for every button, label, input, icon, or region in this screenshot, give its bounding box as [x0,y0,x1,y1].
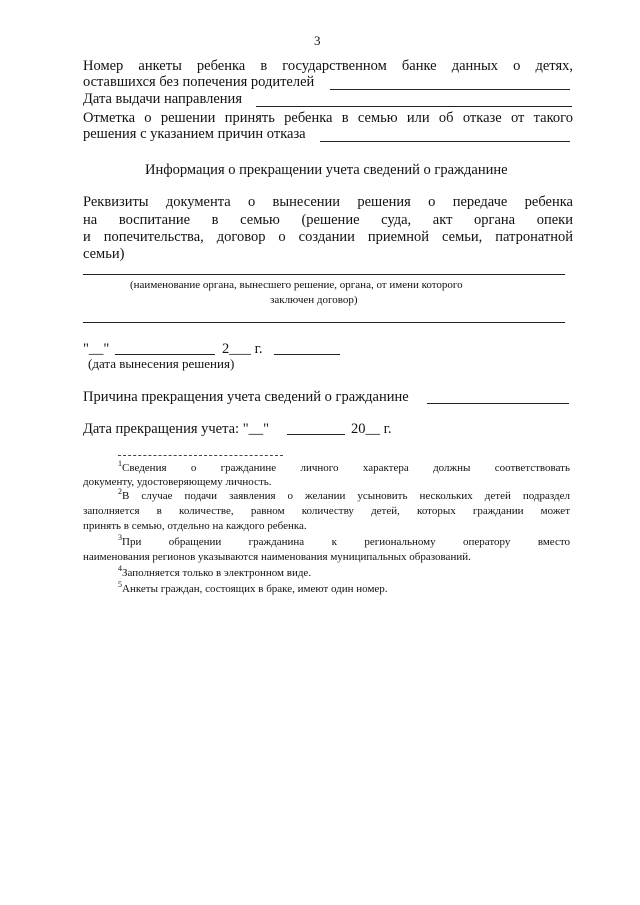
decision-mark-label-cont: решения с указанием причин отказа [83,126,306,142]
footnote-2-mark: 2 [118,487,122,496]
footnote-3-line-2: наименования регионов указываются наименования муниципальных образований. [83,551,471,563]
decision-date-caption: (дата вынесения решения) [88,356,235,371]
footnote-1-line-1 [118,459,570,475]
requisites-line-4: семьи) [83,246,125,262]
child-record-number-label-cont: оставшихся без попечения родителей [83,74,315,90]
child-record-number-label: Номер анкеты ребенка в государственном банке данных о детях, [83,58,573,74]
decision-month-field[interactable] [115,354,215,355]
footnote-2-line-3: принять в семью, отдельно на каждого ребенка. [83,520,307,532]
decision-extra-field[interactable] [274,354,340,355]
footnote-3-line-1 [118,533,570,549]
footnote-2-line-2: заполняется в количестве, равном количеству детей, которых граждании может [83,505,570,517]
footnote-3-mark: 3 [118,533,122,542]
referral-date-field[interactable] [256,106,572,107]
termination-reason-label: Причина прекращения учета сведений о гражданине [83,389,409,405]
footnote-1-text: Сведения о гражданине личного характера должны соответствовать [122,462,570,474]
requisites-line-1: Реквизиты документа о вынесении решения о передаче ребенка [83,194,573,210]
termination-reason-field[interactable] [427,403,569,404]
footnote-4-line-1 [118,564,312,580]
requisites-line-3: и попечительства, договор о создании приемной семьи, патронатной [83,229,573,245]
decision-mark-label: Отметка о решении принять ребенка в семью или об отказе от такого [83,110,573,126]
footnote-2-text: В случае подачи заявления о желании усыновить нескольких детей подраздел [122,490,570,502]
organ-caption-line-1: (наименование органа, вынесшего решение, органа, от имени которого [130,279,463,291]
footnote-5-text: Анкеты граждан, состоящих в браке, имеют один номер. [122,583,388,595]
footnote-2-line-1 [118,487,570,503]
organ-name-field-2[interactable] [83,322,565,323]
footnote-4-mark: 4 [118,564,122,573]
footnote-3-text: При обращении гражданина к региональному оператору вместо [122,536,570,548]
decision-year-field[interactable]: 2___ г. [222,341,263,357]
footnote-1-line-2: документу, удостоверяющему личность. [83,476,272,488]
section-title: Информация о прекращении учета сведений о гражданине [145,162,508,178]
footnote-4-text: Заполняется только в электронном виде. [122,567,312,579]
decision-day-field[interactable]: "__" [83,341,110,357]
termination-date-label: Дата прекращения учета: "__" [83,421,270,437]
organ-caption-line-2: заключен договор) [270,294,358,306]
footnote-5-line-1 [118,580,388,596]
organ-name-field[interactable] [83,274,565,275]
requisites-line-2: на воспитание в семью (решение суда, акт органа опеки [83,212,573,228]
footnote-5-mark: 5 [118,580,122,589]
termination-month-field[interactable] [287,434,345,435]
page-number: 3 [314,33,321,48]
referral-date-label: Дата выдачи направления [83,91,242,107]
decision-mark-field[interactable] [320,141,570,142]
footnote-separator [118,455,283,456]
termination-year-field[interactable]: 20__ г. [351,421,392,437]
footnote-1-mark: 1 [118,459,122,468]
child-record-number-field[interactable] [330,89,570,90]
